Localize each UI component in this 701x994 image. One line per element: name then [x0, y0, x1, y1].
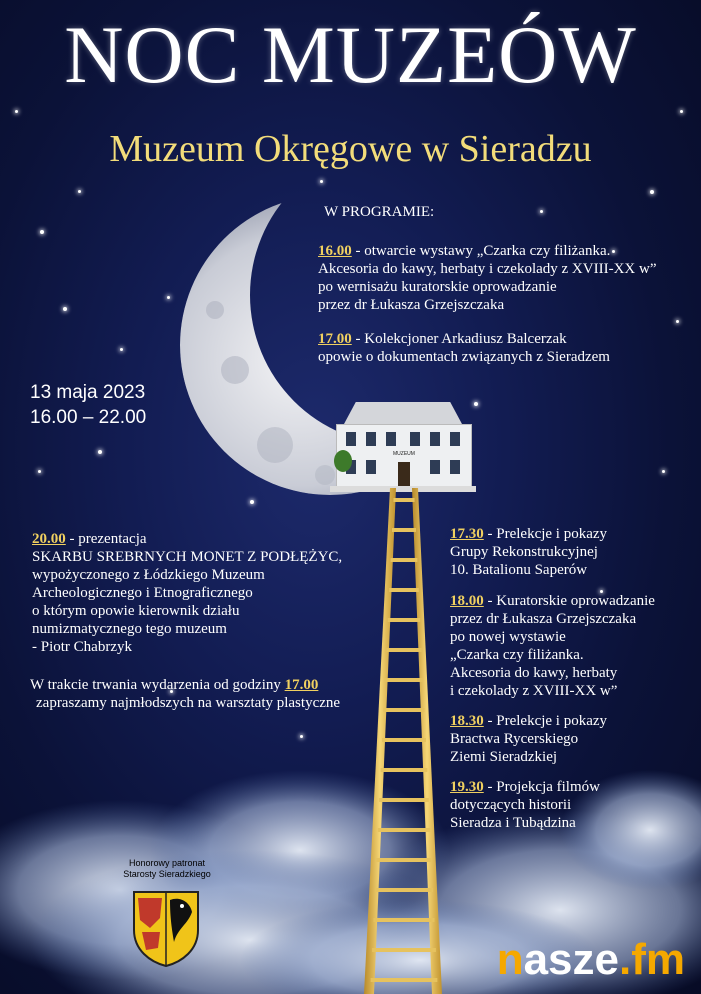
star	[63, 307, 67, 311]
program-time: 17.00	[318, 331, 352, 347]
program-item	[318, 330, 698, 366]
program-item	[450, 525, 695, 579]
star	[676, 320, 679, 323]
event-date-hours: 16.00 – 22.00	[30, 407, 147, 428]
program-item	[318, 242, 698, 314]
program-line: przez dr Łukasza Grzejszczaka	[450, 611, 637, 627]
workshop-line: zapraszamy najmłodszych na warsztaty plastyczne	[36, 695, 341, 711]
program-line: Akcesoria do kawy, herbaty	[450, 665, 618, 681]
program-header: W PROGRAMIE:	[324, 204, 435, 220]
museum-sign: MUZEUM	[393, 451, 415, 457]
program-line: 10. Batalionu Saperów	[450, 562, 588, 578]
program-line: Ziemi Sieradzkiej	[450, 749, 558, 765]
program-line: Sieradza i Tubądzina	[450, 815, 576, 831]
program-time: 20.00	[32, 531, 66, 547]
museum-building-image	[336, 402, 470, 492]
program-text: - prezentacja	[65, 531, 147, 547]
coat-of-arms-icon	[130, 888, 202, 968]
program-time: 18.30	[450, 713, 484, 729]
logo-part: n	[496, 935, 524, 984]
event-date-day: 13 maja 2023	[30, 382, 146, 403]
ladder-image	[360, 488, 450, 994]
program-line: opowie o dokumentach związanych z Sieradzem	[318, 349, 610, 365]
program-line: wypożyczonego z Łódzkiego Muzeum	[32, 567, 265, 583]
program-text: - Kolekcjoner Arkadiusz Balcerzak	[351, 331, 567, 347]
program-line: o którym opowie kierownik działu	[32, 603, 240, 619]
logo-part: asze	[523, 935, 619, 984]
program-time: 17.30	[450, 526, 484, 542]
program-item	[450, 592, 695, 700]
program-line: - Piotr Chabrzyk	[32, 639, 132, 655]
logo-part: .fm	[619, 935, 685, 984]
star	[540, 210, 543, 213]
program-item	[450, 778, 695, 832]
program-text: - otwarcie wystawy „Czarka czy filiżanka.	[351, 243, 611, 259]
star	[98, 450, 102, 454]
program-line: przez dr Łukasza Grzejszczaka	[318, 297, 505, 313]
nasze-fm-logo	[496, 935, 685, 984]
program-line: Grupy Rekonstrukcyjnej	[450, 544, 598, 560]
star	[680, 110, 683, 113]
star	[40, 230, 44, 234]
patron-label	[105, 858, 229, 880]
star	[78, 190, 81, 193]
program-line: Archeologicznego i Etnograficznego	[32, 585, 253, 601]
page-subtitle: Muzeum Okręgowe w Sieradzu	[109, 128, 592, 170]
star	[15, 110, 18, 113]
program-line: „Czarka czy filiżanka.	[450, 647, 584, 663]
star	[650, 190, 654, 194]
patron-line: Honorowy patronat	[128, 858, 206, 868]
patron-line: Starosty Sieradzkiego	[123, 869, 211, 879]
page-title: NOC MUZEÓW	[64, 9, 637, 100]
program-line: po wernisażu kuratorskie oprowadzanie	[318, 279, 557, 295]
program-time: 19.30	[450, 779, 484, 795]
star	[662, 470, 665, 473]
workshop-time: 17.00	[284, 677, 319, 693]
workshop-note	[30, 676, 370, 712]
program-line: SKARBU SREBRNYCH MONET Z PODŁĘŻYC,	[32, 549, 343, 565]
program-item	[32, 530, 352, 656]
star	[300, 735, 303, 738]
program-line: numizmatycznego tego muzeum	[32, 621, 227, 637]
program-text: - Projekcja filmów	[483, 779, 600, 795]
program-text: - Prelekcje i pokazy	[483, 526, 608, 542]
program-time: 16.00	[318, 243, 352, 259]
program-line: dotyczących historii	[450, 797, 572, 813]
program-text: - Prelekcje i pokazy	[483, 713, 608, 729]
event-date	[30, 380, 146, 430]
program-line: i czekolady z XVIII-XX w”	[450, 683, 618, 699]
program-item	[450, 712, 695, 766]
program-line: Bractwa Rycerskiego	[450, 731, 579, 747]
workshop-prefix: W trakcie trwania wydarzenia od godziny	[30, 677, 285, 693]
program-line: po nowej wystawie	[450, 629, 566, 645]
star	[120, 348, 123, 351]
program-time: 18.00	[450, 593, 484, 609]
program-text: - Kuratorskie oprowadzanie	[483, 593, 655, 609]
star	[38, 470, 41, 473]
program-line: Akcesoria do kawy, herbaty i czekolady z XVIII-XX w”	[318, 261, 657, 277]
